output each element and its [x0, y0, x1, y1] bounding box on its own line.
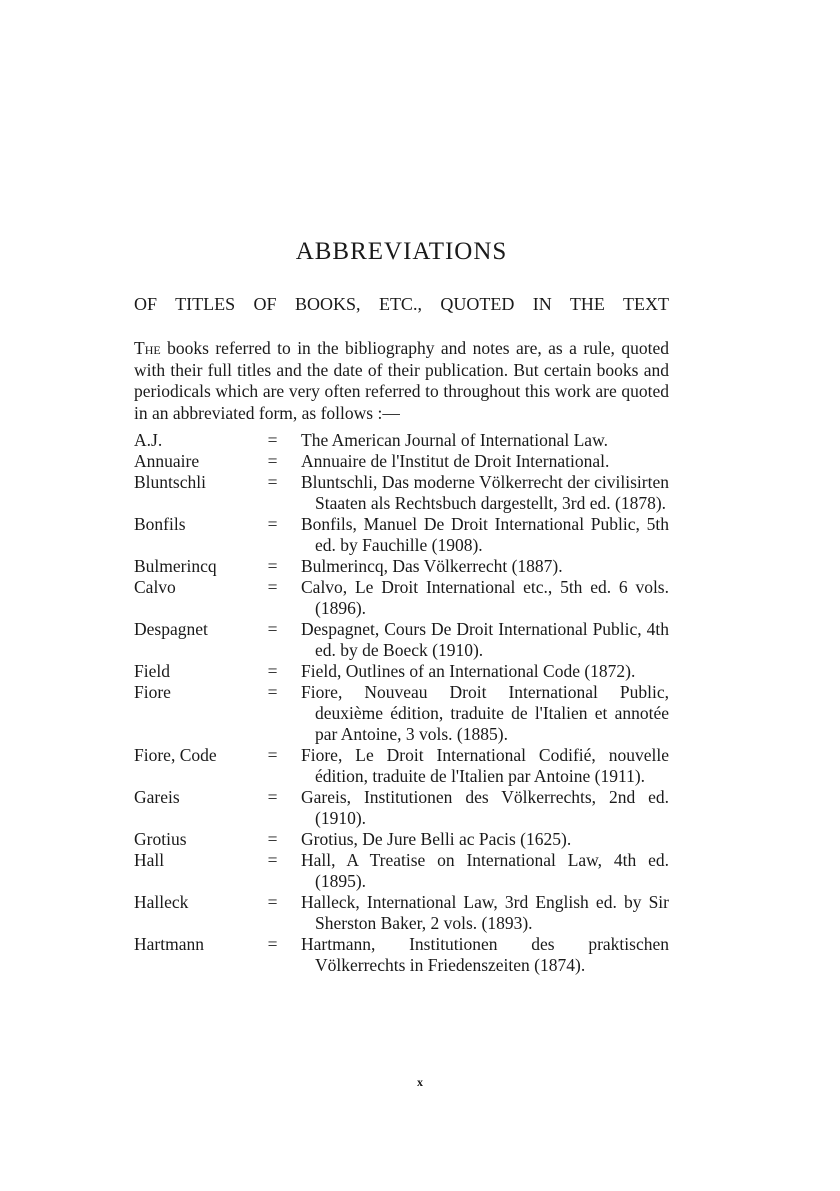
entry-abbreviation: Calvo: [134, 577, 176, 597]
abbreviation-entry: [134, 619, 669, 661]
entry-equals: =: [267, 430, 278, 450]
entry-equals: =: [267, 934, 278, 954]
intro-text: books referred to in the bibliography and notes are, as a rule, quoted with their full titles and the date of their publication. But certain books and periodicals which are very often referred to throughout this work are quoted in an abbreviated form, as follows :—: [134, 338, 669, 423]
entry-full-title: Annuaire de l'Institut de Droit International.: [301, 451, 610, 471]
entry-full-title: Hartmann, Institutionen des praktischen Völkerrechts in Friedenszeiten (1874).: [301, 934, 669, 975]
entry-full-title: Hall, A Treatise on International Law, 4th ed. (1895).: [301, 850, 669, 891]
page-subtitle: OF TITLES OF BOOKS, ETC., QUOTED IN THE TEXT: [134, 294, 669, 314]
intro-paragraph: [134, 338, 669, 424]
entry-equals: =: [267, 745, 278, 765]
entry-full-title: Despagnet, Cours De Droit International Public, 4th ed. by de Boeck (1910).: [301, 619, 669, 660]
entry-full-title: Calvo, Le Droit International etc., 5th ed. 6 vols. (1896).: [301, 577, 669, 618]
entry-full-title: The American Journal of International Law.: [301, 430, 608, 450]
entry-equals: =: [267, 472, 278, 492]
entry-full-title: Bluntschli, Das moderne Völkerrecht der civilisirten Staaten als Rechtsbuch dargestellt, 3rd ed. (1878).: [301, 472, 669, 513]
entry-abbreviation: Grotius: [134, 829, 187, 849]
abbreviation-entry: [134, 514, 669, 556]
entry-equals: =: [267, 850, 278, 870]
entry-equals: =: [267, 892, 278, 912]
entry-equals: =: [267, 619, 278, 639]
abbreviation-entry: [134, 472, 669, 514]
entry-abbreviation: Bulmerincq: [134, 556, 217, 576]
entry-full-title: Grotius, De Jure Belli ac Pacis (1625).: [301, 829, 572, 849]
entry-full-title: Halleck, International Law, 3rd English ed. by Sir Sherston Baker, 2 vols. (1893).: [301, 892, 669, 933]
entry-equals: =: [267, 514, 278, 534]
entry-abbreviation: Fiore: [134, 682, 171, 702]
abbreviation-entry: [134, 577, 669, 619]
entry-full-title: Field, Outlines of an International Code (1872).: [301, 661, 636, 681]
entry-abbreviation: A.J.: [134, 430, 163, 450]
abbreviation-list: [134, 430, 669, 976]
intro-lead-word: The: [134, 338, 161, 358]
entry-abbreviation: Fiore, Code: [134, 745, 217, 765]
entry-abbreviation: Hartmann: [134, 934, 204, 954]
abbreviation-entry: [134, 556, 669, 577]
abbreviation-entry: [134, 745, 669, 787]
page-number: x: [417, 1075, 423, 1089]
entry-full-title: Fiore, Le Droit International Codifié, nouvelle édition, traduite de l'Italien par Antoine (1911).: [301, 745, 669, 786]
entry-abbreviation: Hall: [134, 850, 165, 870]
abbreviation-entry: [134, 892, 669, 934]
entry-equals: =: [267, 556, 278, 576]
entry-abbreviation: Bonfils: [134, 514, 186, 534]
page-title: ABBREVIATIONS: [295, 238, 508, 265]
entry-equals: =: [267, 787, 278, 807]
abbreviation-entry: [134, 661, 669, 682]
entry-equals: =: [267, 451, 278, 471]
abbreviation-entry: [134, 934, 669, 976]
abbreviation-entry: [134, 829, 669, 850]
abbreviation-entry: [134, 850, 669, 892]
entry-abbreviation: Field: [134, 661, 170, 681]
entry-full-title: Bonfils, Manuel De Droit International Public, 5th ed. by Fauchille (1908).: [301, 514, 669, 555]
entry-abbreviation: Bluntschli: [134, 472, 206, 492]
entry-abbreviation: Annuaire: [134, 451, 200, 471]
entry-equals: =: [267, 682, 278, 702]
abbreviations-page: [134, 236, 669, 976]
entry-abbreviation: Halleck: [134, 892, 189, 912]
entry-equals: =: [267, 829, 278, 849]
entry-equals: =: [267, 661, 278, 681]
entry-abbreviation: Despagnet: [134, 619, 208, 639]
abbreviation-entry: [134, 451, 669, 472]
entry-equals: =: [267, 577, 278, 597]
entry-abbreviation: Gareis: [134, 787, 180, 807]
entry-full-title: Fiore, Nouveau Droit International Public, deuxième édition, traduite de l'Italien et annotée par Antoine, 3 vols. (1885).: [301, 682, 669, 744]
abbreviation-entry: [134, 682, 669, 745]
entry-full-title: Gareis, Institutionen des Völkerrechts, 2nd ed. (1910).: [301, 787, 669, 828]
abbreviation-entry: [134, 430, 669, 451]
entry-full-title: Bulmerincq, Das Völkerrecht (1887).: [301, 556, 563, 576]
abbreviation-entry: [134, 787, 669, 829]
